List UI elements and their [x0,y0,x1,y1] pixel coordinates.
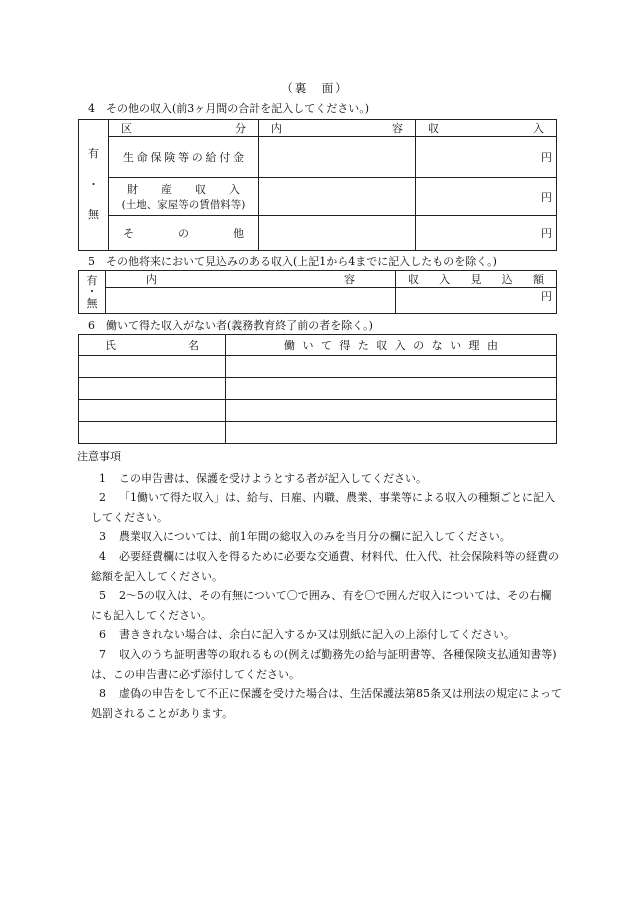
note-text: 書ききれない場合は、余白に記入するか又は別紙に記入の上添付してください。 [119,628,515,642]
note-number: 6 [99,628,106,642]
section6-table [78,334,557,444]
header-content: 内 容 [259,120,416,137]
page-heading: （裏 面） [281,81,349,95]
note-number: 8 [99,687,106,701]
note-text: 収入のうち証明書等の取れるもの(例えば勤務先の給与証明書等、各種保険支払通知書等)は、この申告書に必ず添付してください。 [91,647,557,681]
note-item [77,586,562,625]
content-cell[interactable] [259,178,416,216]
yumu-no: 無 [86,296,98,310]
name-cell[interactable] [79,356,226,378]
note-number: 5 [99,589,106,603]
note-item [77,625,562,645]
note-number: 1 [99,471,106,485]
section4-table [78,119,557,251]
yumu-no: 無 [88,208,99,222]
header-income: 収 入 [416,120,557,137]
content-cell[interactable] [106,288,396,314]
note-item [77,645,562,684]
table-row [79,400,557,422]
note-text: 農業収入については、前1年間の総収入のみを当月分の欄に記入してください。 [119,530,511,544]
yen-unit: 円 [541,151,552,164]
section6-title: 6 働いて得た収入がない者(義務教育終了前の者を除く。) [88,319,373,332]
note-text: 「1働いて得た収入」は、給与、日雇、内職、農業、事業等による収入の種類ごとに記入してください。 [91,491,555,524]
reason-cell[interactable] [226,378,557,400]
note-text: 2〜5の収入は、その有無について〇で囲み、有を〇で囲んだ収入については、その右欄にも記入してください。 [91,589,552,622]
name-cell[interactable] [79,378,226,400]
reason-cell[interactable] [226,422,557,444]
note-number: 3 [99,530,106,544]
row-label: 生命保険等の給付金 [109,137,259,178]
name-cell[interactable] [79,400,226,422]
reason-cell[interactable] [226,356,557,378]
yen-unit: 円 [541,227,552,240]
header-category: 区 分 [109,120,259,137]
row-label: 財 産 収 入 (土地、家屋等の賃借料等) [109,178,259,216]
section4-yumu [79,120,109,251]
yen-unit: 円 [541,290,552,303]
note-text: 虚偽の申告をして不正に保護を受けた場合は、生活保護法第85条又は刑法の規定によって処罰されることがあります。 [91,687,562,720]
row-label: そ の 他 [109,216,259,251]
header-reason: 働いて得た収入のない理由 [226,335,557,356]
note-item [77,527,562,547]
content-cell[interactable] [259,216,416,251]
note-item [77,488,562,527]
content-cell[interactable] [259,137,416,178]
notes-list [77,469,562,724]
note-item [77,469,562,489]
note-number: 4 [99,549,106,563]
table-row [79,378,557,400]
section4-title: 4 その他の収入(前3ヶ月間の合計を記入してください。) [88,102,370,115]
table-row [79,422,557,444]
income-cell[interactable] [396,288,557,314]
income-cell[interactable] [416,178,557,216]
note-text: 必要経費欄には収入を得るために必要な交通費、材料代、仕入代、社会保険料等の経費の総額を記入してください。 [91,549,559,583]
notes [77,447,562,723]
notes-heading: 注意事項 [77,450,121,463]
note-item [77,684,562,723]
yumu-yes: 有 [88,146,99,160]
header-content: 内 容 [106,271,396,288]
income-cell[interactable] [416,216,557,251]
note-text: この申告書は、保護を受けようとする者が記入してください。 [119,471,427,485]
yen-unit: 円 [541,190,552,204]
section5-table [78,270,557,314]
income-cell[interactable] [416,137,557,178]
header-name: 氏 名 [79,335,226,356]
name-cell[interactable] [79,422,226,444]
note-item [77,547,562,586]
note-number: 2 [99,491,106,505]
header-expected-income: 収入見込額 [396,271,557,288]
section5-yumu [79,271,106,314]
yumu-dot: ・ [88,177,99,191]
note-number: 7 [99,647,106,661]
reason-cell[interactable] [226,400,557,422]
table-row [79,356,557,378]
yumu-yes: 有 [86,273,98,287]
yumu-dot: ・ [86,285,98,299]
section5-title: 5 その他将来において見込みのある収入(上記1から4までに記入したものを除く。) [88,255,497,268]
